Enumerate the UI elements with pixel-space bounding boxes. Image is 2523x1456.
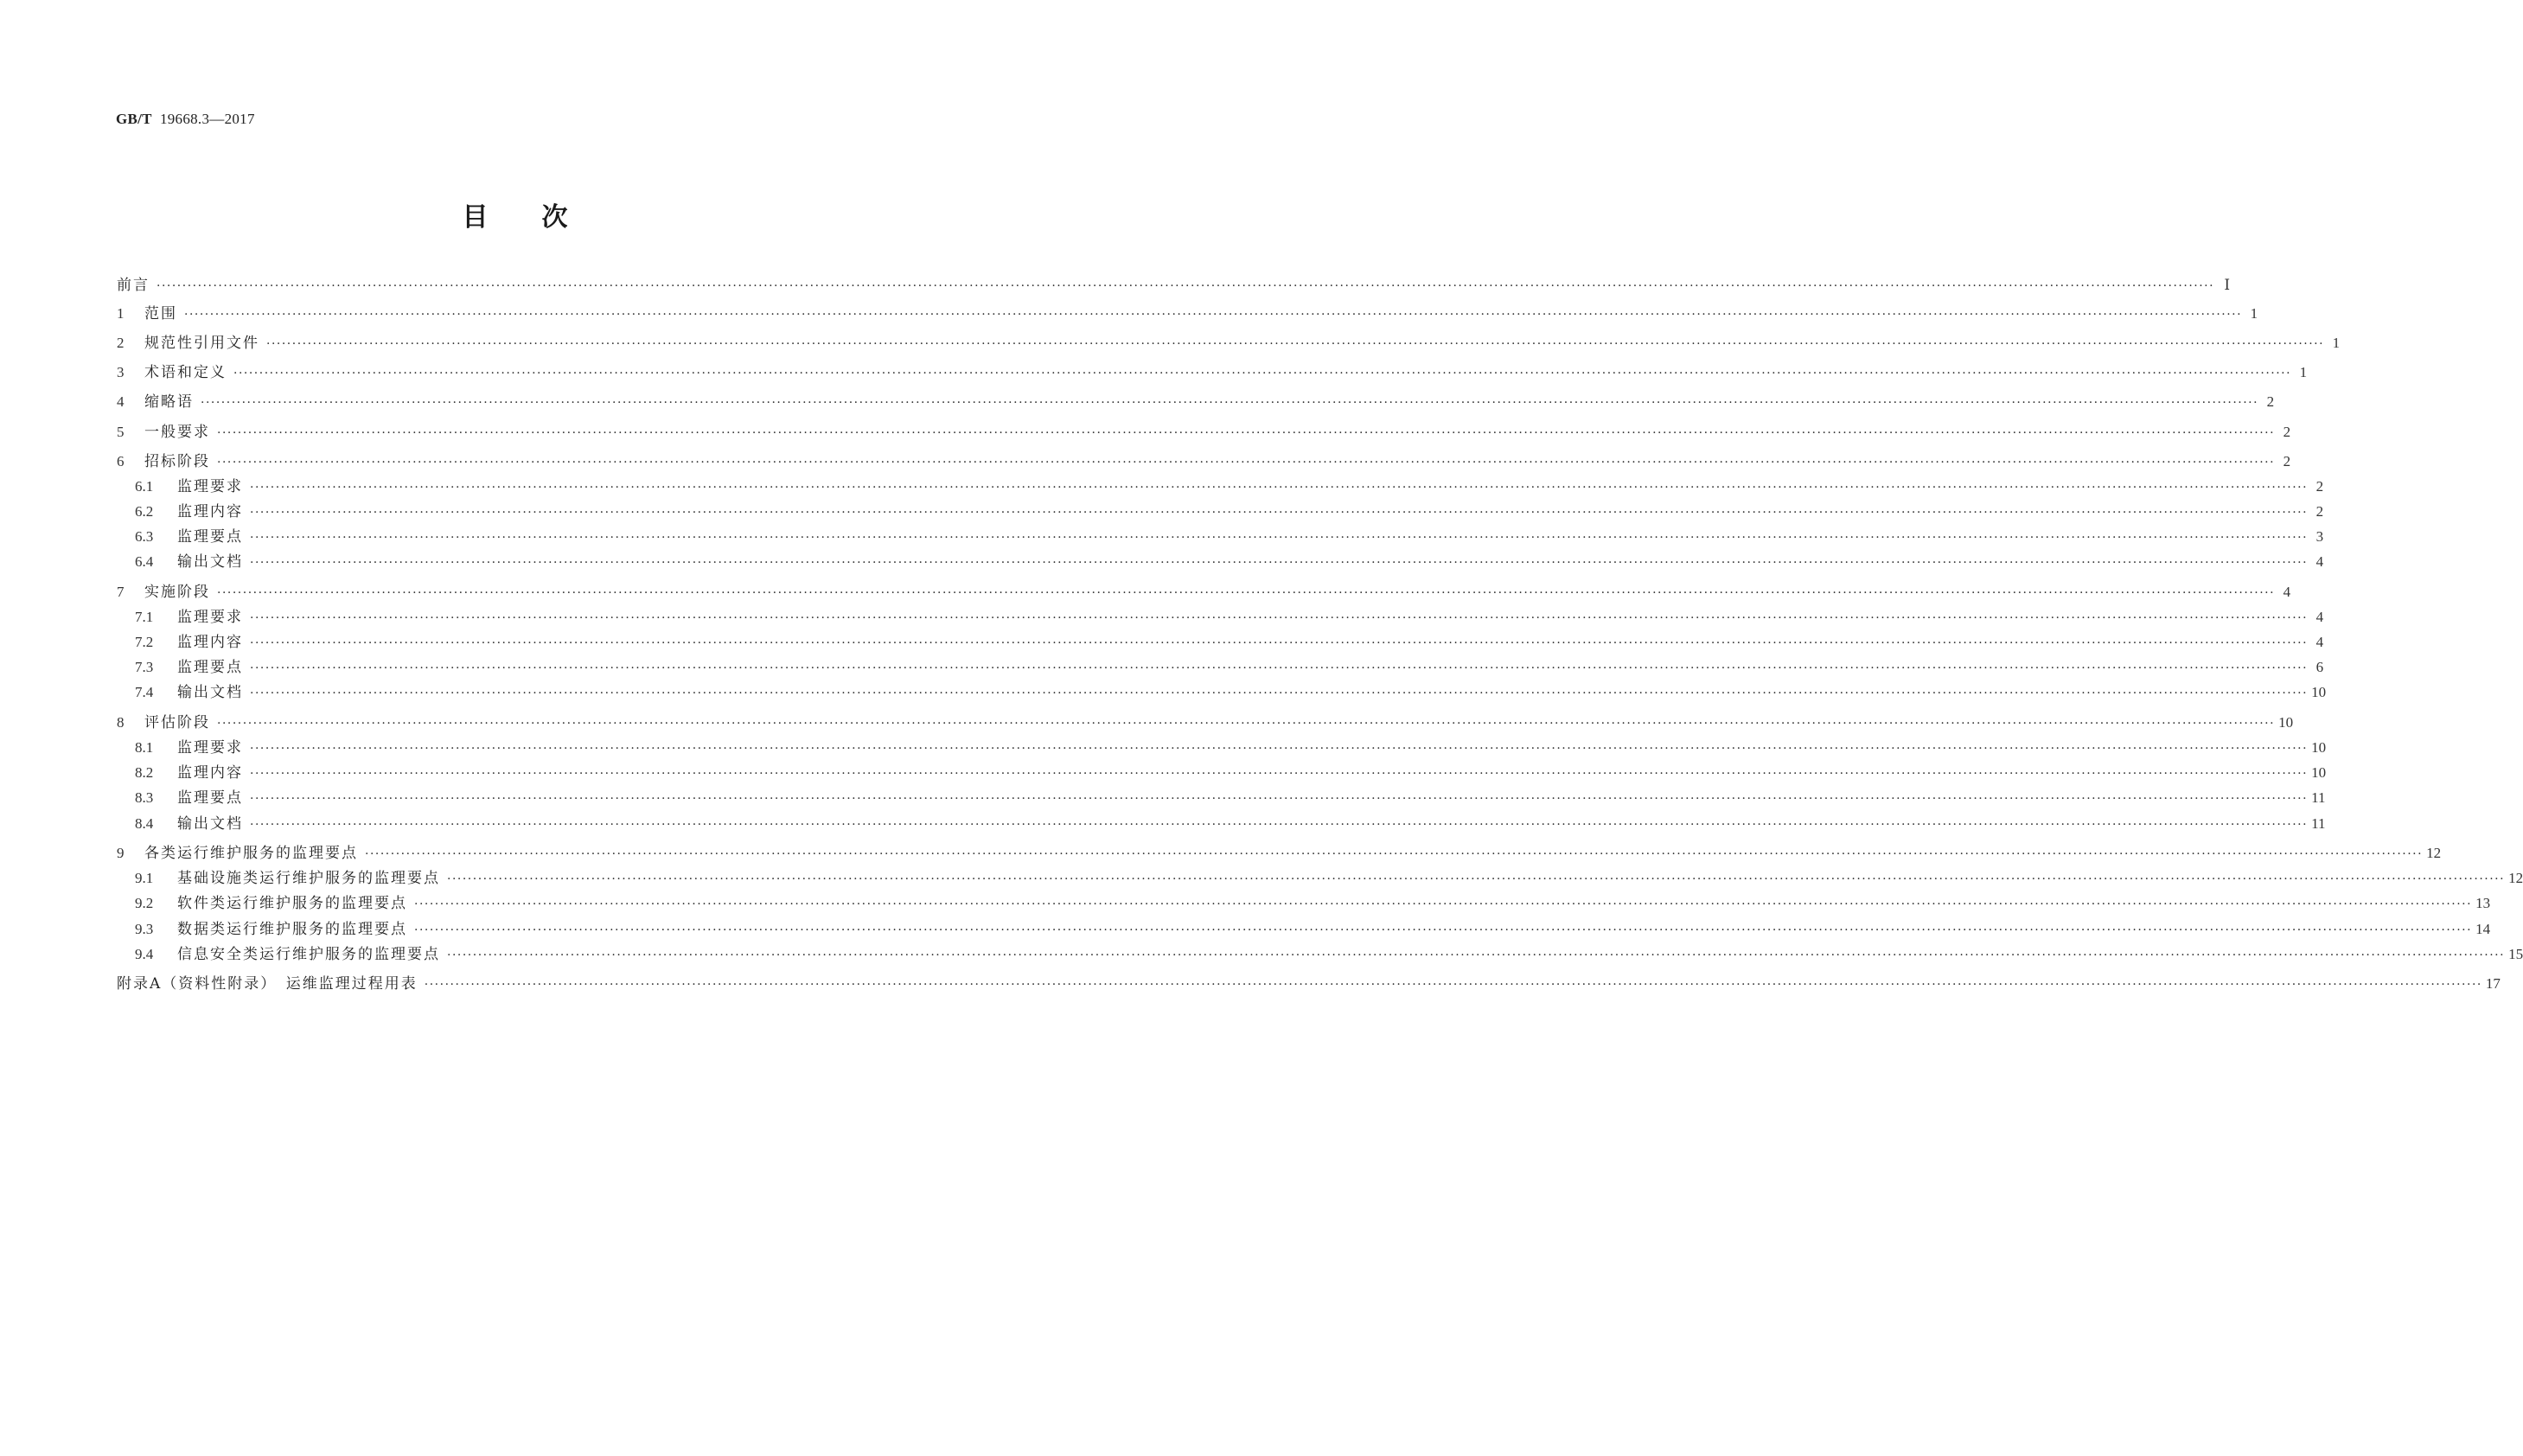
toc-entry-number: 2 [117, 335, 125, 351]
toc-entry-title: 监理内容 [177, 764, 243, 782]
toc-entry[interactable] [135, 526, 2324, 546]
toc-entry-page: 12 [2508, 870, 2523, 886]
toc-entry[interactable] [135, 501, 2324, 521]
toc-entry-title: 招标阶段 [144, 453, 210, 470]
toc-entry[interactable] [117, 421, 2291, 442]
toc-entry-page: 3 [2315, 528, 2324, 545]
toc-leader-dots: ················································································································································································································································································································································································································ [184, 308, 2243, 322]
toc-entry-number: 6.4 [135, 553, 154, 570]
toc-leader-dots: ················································································································································································································································································································································································································ [250, 481, 2309, 495]
toc-entry[interactable] [135, 867, 2523, 888]
toc-entry[interactable] [117, 581, 2291, 602]
toc-entry-number: 7.4 [135, 684, 154, 700]
toc-entry-title: 监理要求 [177, 739, 243, 757]
standard-number: 19668.3—2017 [159, 111, 255, 127]
toc-leader-dots: ················································································································································································································································································································································································································ [365, 847, 2424, 861]
toc-entry[interactable] [135, 476, 2324, 496]
toc-entry[interactable] [135, 943, 2523, 964]
toc-leader-dots: ················································································································································································································································································································································································································ [250, 767, 2309, 781]
toc-entry[interactable] [135, 787, 2326, 808]
toc-leader-dots: ················································································································································································································································································································································································································ [250, 661, 2309, 675]
toc-leader-dots: ················································································································································································································································································································································································································ [233, 367, 2292, 380]
toc-entry-number: 5 [117, 424, 125, 440]
toc-leader-dots: ················································································································································································································································································································································································································ [250, 611, 2309, 625]
toc-entry-page: 11 [2311, 815, 2326, 832]
toc-entry-page: 10 [2311, 739, 2327, 756]
toc-entry-page: 1 [2250, 305, 2258, 322]
toc-entry[interactable] [117, 842, 2442, 863]
toc-entry-title: 缩略语 [144, 393, 194, 411]
page-title: 目次 [462, 202, 622, 233]
toc-entry-page: 2 [2315, 503, 2324, 520]
toc-entry-title: 监理要点 [177, 659, 243, 676]
toc-entry[interactable] [135, 631, 2324, 652]
toc-entry-number: 8 [117, 714, 125, 731]
toc-leader-dots: ················································································································································································································································································································································································································ [217, 456, 2276, 469]
toc-leader-dots: ················································································································································································································································································································································································································ [156, 279, 2215, 293]
toc-entry-title: 监理要点 [177, 528, 243, 546]
toc-entry-number: 9.2 [135, 895, 154, 911]
toc-entry[interactable] [135, 737, 2327, 757]
toc-entry-page: 10 [2311, 764, 2327, 781]
toc-entry-number: 7.1 [135, 609, 154, 625]
toc-entry-title: 监理内容 [177, 634, 243, 651]
toc-entry-title: 各类运行维护服务的监理要点 [144, 845, 358, 862]
toc-leader-dots: ················································································································································································································································································································································································································ [201, 396, 2259, 410]
toc-entry-title: 基础设施类运行维护服务的监理要点 [177, 870, 440, 887]
standard-prefix: GB/T [116, 111, 152, 127]
toc-entry-title: 评估阶段 [144, 714, 210, 731]
toc-entry[interactable] [135, 762, 2327, 782]
toc-entry-page: 1 [2332, 335, 2341, 351]
toc-entry-number: 8.1 [135, 739, 154, 756]
toc-leader-dots: ················································································································································································································································································································································································································ [250, 556, 2309, 570]
toc-leader-dots: ················································································································································································································································································································································································································ [250, 818, 2309, 832]
toc-entry-page: 4 [2315, 634, 2324, 650]
toc-entry-number: 1 [117, 305, 125, 322]
toc-entry[interactable] [135, 918, 2491, 939]
toc-entry-number: 9.4 [135, 946, 154, 962]
toc-entry[interactable] [135, 681, 2327, 702]
toc-entry-title: 实施阶段 [144, 584, 210, 601]
toc-entry-page: 2 [2283, 453, 2291, 469]
toc-entry-title: 输出文档 [177, 553, 243, 571]
toc-entry-page: 12 [2426, 845, 2442, 861]
toc-entry[interactable] [135, 656, 2324, 677]
toc-entry-title: 监理内容 [177, 503, 243, 520]
standard-identifier [116, 111, 255, 128]
toc-entry-title: 前言 [117, 277, 150, 294]
toc-entry-page: 4 [2315, 553, 2324, 570]
toc-entry[interactable] [135, 551, 2324, 572]
toc-entry-page: 1 [2299, 364, 2308, 380]
toc-entry-number: 9.3 [135, 921, 154, 937]
toc-entry-number: 3 [117, 364, 125, 380]
toc-entry[interactable] [117, 361, 2308, 382]
toc-entry[interactable] [117, 303, 2258, 323]
toc-entry-page: 17 [2485, 975, 2501, 992]
toc-entry-number: 7.2 [135, 634, 154, 650]
toc-leader-dots: ················································································································································································································································································································································································································ [414, 923, 2473, 937]
toc-entry-title: 输出文档 [177, 815, 243, 833]
toc-entry[interactable] [117, 450, 2291, 471]
toc-entry-page: 2 [2315, 478, 2324, 495]
toc-entry-number: 4 [117, 393, 125, 410]
toc-entry-number: 7 [117, 584, 125, 600]
toc-entry-number: 8.2 [135, 764, 154, 781]
toc-entry-page: 11 [2311, 789, 2326, 806]
toc-leader-dots: ················································································································································································································································································································································································································ [250, 531, 2309, 545]
toc-leader-dots: ················································································································································································································································································································································································································ [250, 636, 2309, 650]
toc-entry-title: 监理要求 [177, 609, 243, 626]
toc-entry-number: 7.3 [135, 659, 154, 675]
toc-entry-number: 8.4 [135, 815, 154, 832]
toc-entry-page: 6 [2315, 659, 2324, 675]
toc-leader-dots: ················································································································································································································································································································································································································ [250, 792, 2309, 806]
toc-entry-page: 4 [2283, 584, 2291, 600]
toc-leader-dots: ················································································································································································································································································································································································································ [414, 897, 2473, 911]
toc-leader-dots: ················································································································································································································································································································································································································ [424, 978, 2482, 992]
toc-leader-dots: ················································································································································································································································································································································································································ [250, 506, 2309, 520]
toc-entry-number: 9 [117, 845, 125, 861]
toc-entry-page: 4 [2315, 609, 2324, 625]
toc-entry[interactable] [135, 892, 2491, 913]
toc-entry-title: 术语和定义 [144, 364, 227, 381]
toc-entry-page: 2 [2266, 393, 2275, 410]
toc-leader-dots: ················································································································································································································································································································································································································ [217, 426, 2276, 440]
toc-entry-page: 13 [2475, 895, 2491, 911]
toc-entry[interactable] [117, 973, 2501, 993]
toc-entry-page: 2 [2283, 424, 2291, 440]
toc-entry[interactable] [135, 813, 2326, 833]
toc-leader-dots: ················································································································································································································································································································································································································ [217, 717, 2276, 731]
toc-entry-title: 规范性引用文件 [144, 335, 259, 352]
toc-entry-page: 10 [2311, 684, 2327, 700]
toc-entry-title: 监理要求 [177, 478, 243, 495]
toc-entry-page: 14 [2475, 921, 2491, 937]
toc-entry-title: 监理要点 [177, 789, 243, 807]
toc-entry-title: 附录A（资料性附录） 运维监理过程用表 [117, 975, 418, 993]
toc-entry-number: 6.1 [135, 478, 154, 495]
toc-entry-number: 9.1 [135, 870, 154, 886]
toc-entry-number: 8.3 [135, 789, 154, 806]
toc-entry-title: 一般要求 [144, 424, 210, 441]
toc-entry[interactable] [135, 606, 2324, 627]
toc-entry-page: Ⅰ [2224, 277, 2231, 293]
toc-entry-title: 软件类运行维护服务的监理要点 [177, 895, 407, 912]
toc-leader-dots: ················································································································································································································································································································································································································ [250, 742, 2309, 756]
toc-entry[interactable] [117, 391, 2275, 412]
toc-entry-title: 范围 [144, 305, 177, 322]
toc-leader-dots: ················································································································································································································································································································································································································ [447, 872, 2506, 886]
toc-leader-dots: ················································································································································································································································································································································································································ [217, 586, 2276, 600]
toc-entry-title: 信息安全类运行维护服务的监理要点 [177, 946, 440, 963]
toc-entry-number: 6.3 [135, 528, 154, 545]
toc-entry-number: 6.2 [135, 503, 154, 520]
toc-entry[interactable] [117, 274, 2231, 295]
toc-entry-page: 15 [2508, 946, 2523, 962]
toc-leader-dots: ················································································································································································································································································································································································································ [250, 686, 2309, 700]
toc-entry-number: 6 [117, 453, 125, 469]
toc-entry-page: 10 [2278, 714, 2294, 731]
toc-entry[interactable] [117, 332, 2341, 353]
toc-leader-dots: ················································································································································································································································································································································································································ [447, 948, 2506, 962]
toc-entry[interactable] [117, 712, 2294, 732]
toc-entry-title: 输出文档 [177, 684, 243, 701]
toc-leader-dots: ················································································································································································································································································································································································································ [266, 337, 2325, 351]
toc-entry-title: 数据类运行维护服务的监理要点 [177, 921, 407, 938]
